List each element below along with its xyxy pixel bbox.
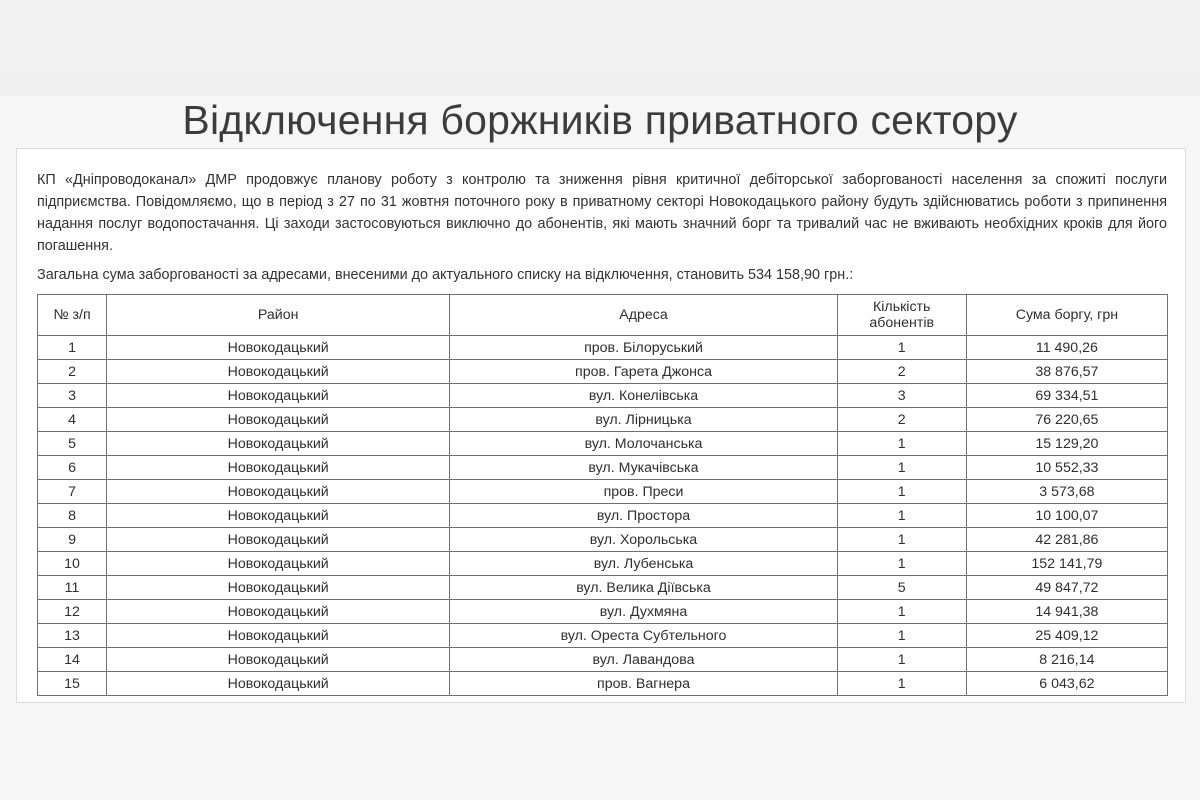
intro-paragraph: КП «Дніпроводоканал» ДМР продовжує планову роботу з контролю та зниження рівня критичної дебіторської заборгованості населення за спожиті послуги підприємства. Повідомляємо, що в період з 27 по 31 жовтня поточного року в приватному секторі Новокодацького району будуть здійснюватись роботи з припинення надання послуг водопостачання. Ці заходи застосовуються виключно до абонентів, які мають значний борг та тривалий час не вживають необхідних кроків для його погашення. (37, 172, 1167, 254)
cell-address: вул. Мукачівська (450, 456, 837, 480)
cell-subscribers: 1 (837, 336, 966, 360)
cell-num: 11 (38, 576, 107, 600)
cell-debt: 38 876,57 (966, 360, 1167, 384)
cell-subscribers: 1 (837, 600, 966, 624)
table-body (38, 336, 1168, 696)
header-subscribers-label: Кількість абонентів (869, 299, 935, 331)
cell-district: Новокодацький (107, 384, 450, 408)
table-row (38, 384, 1168, 408)
cell-address: вул. Духмяна (450, 600, 837, 624)
table-row (38, 624, 1168, 648)
cell-debt: 49 847,72 (966, 576, 1167, 600)
cell-address: пров. Білоруський (450, 336, 837, 360)
cell-debt: 25 409,12 (966, 624, 1167, 648)
header-district: Район (107, 295, 450, 336)
table-row (38, 672, 1168, 696)
cell-debt: 11 490,26 (966, 336, 1167, 360)
table-row (38, 408, 1168, 432)
debtors-table (37, 294, 1168, 696)
cell-subscribers: 2 (837, 360, 966, 384)
cell-debt: 14 941,38 (966, 600, 1167, 624)
cell-address: вул. Хорольська (450, 528, 837, 552)
table-row (38, 456, 1168, 480)
cell-address: пров. Гарета Джонса (450, 360, 837, 384)
cell-debt: 69 334,51 (966, 384, 1167, 408)
cell-district: Новокодацький (107, 552, 450, 576)
table-row (38, 600, 1168, 624)
header-address: Адреса (450, 295, 837, 336)
table-row (38, 552, 1168, 576)
cell-address: вул. Лубенська (450, 552, 837, 576)
cell-district: Новокодацький (107, 648, 450, 672)
top-band (0, 0, 1200, 96)
cell-num: 5 (38, 432, 107, 456)
header-debt: Сума боргу, грн (966, 295, 1167, 336)
table-row (38, 432, 1168, 456)
cell-district: Новокодацький (107, 408, 450, 432)
cell-num: 4 (38, 408, 107, 432)
cell-address: вул. Ореста Субтельного (450, 624, 837, 648)
cell-num: 10 (38, 552, 107, 576)
cell-subscribers: 1 (837, 624, 966, 648)
article-card (16, 148, 1186, 703)
cell-district: Новокодацький (107, 504, 450, 528)
cell-address: вул. Конелівська (450, 384, 837, 408)
cell-num: 1 (38, 336, 107, 360)
cell-debt: 6 043,62 (966, 672, 1167, 696)
cell-num: 9 (38, 528, 107, 552)
cell-num: 13 (38, 624, 107, 648)
cell-subscribers: 1 (837, 480, 966, 504)
cell-num: 2 (38, 360, 107, 384)
table-row (38, 360, 1168, 384)
cell-address: вул. Велика Діївська (450, 576, 837, 600)
cell-district: Новокодацький (107, 600, 450, 624)
cell-address: вул. Молочанська (450, 432, 837, 456)
cell-address: вул. Лірницька (450, 408, 837, 432)
header-num: № з/п (38, 295, 107, 336)
cell-district: Новокодацький (107, 672, 450, 696)
cell-address: пров. Вагнера (450, 672, 837, 696)
cell-subscribers: 1 (837, 528, 966, 552)
cell-address: пров. Преси (450, 480, 837, 504)
cell-district: Новокодацький (107, 456, 450, 480)
table-row (38, 504, 1168, 528)
cell-subscribers: 3 (837, 384, 966, 408)
cell-district: Новокодацький (107, 360, 450, 384)
cell-district: Новокодацький (107, 624, 450, 648)
cell-subscribers: 1 (837, 672, 966, 696)
table-row (38, 648, 1168, 672)
cell-district: Новокодацький (107, 576, 450, 600)
cell-num: 12 (38, 600, 107, 624)
cell-subscribers: 1 (837, 504, 966, 528)
cell-num: 7 (38, 480, 107, 504)
cell-subscribers: 2 (837, 408, 966, 432)
table-row (38, 336, 1168, 360)
cell-num: 14 (38, 648, 107, 672)
cell-debt: 3 573,68 (966, 480, 1167, 504)
cell-debt: 8 216,14 (966, 648, 1167, 672)
cell-subscribers: 5 (837, 576, 966, 600)
cell-debt: 42 281,86 (966, 528, 1167, 552)
cell-subscribers: 1 (837, 456, 966, 480)
cell-district: Новокодацький (107, 432, 450, 456)
cell-subscribers: 1 (837, 648, 966, 672)
cell-num: 3 (38, 384, 107, 408)
table-row (38, 576, 1168, 600)
cell-district: Новокодацький (107, 528, 450, 552)
cell-subscribers: 1 (837, 552, 966, 576)
cell-address: вул. Простора (450, 504, 837, 528)
table-header-row (38, 295, 1168, 336)
cell-district: Новокодацький (107, 336, 450, 360)
cell-num: 15 (38, 672, 107, 696)
cell-subscribers: 1 (837, 432, 966, 456)
cell-debt: 76 220,65 (966, 408, 1167, 432)
cell-num: 6 (38, 456, 107, 480)
debt-summary: Загальна сума заборгованості за адресами, внесеними до актуального списку на відключення, становить 534 158,90 грн.: (37, 267, 854, 283)
cell-num: 8 (38, 504, 107, 528)
cell-debt: 10 100,07 (966, 504, 1167, 528)
cell-debt: 15 129,20 (966, 432, 1167, 456)
cell-debt: 10 552,33 (966, 456, 1167, 480)
table-row (38, 528, 1168, 552)
cell-district: Новокодацький (107, 480, 450, 504)
header-subscribers (837, 295, 966, 336)
page-title: Відключення боржників приватного сектору (182, 97, 1018, 143)
cell-debt: 152 141,79 (966, 552, 1167, 576)
table-row (38, 480, 1168, 504)
cell-address: вул. Лавандова (450, 648, 837, 672)
